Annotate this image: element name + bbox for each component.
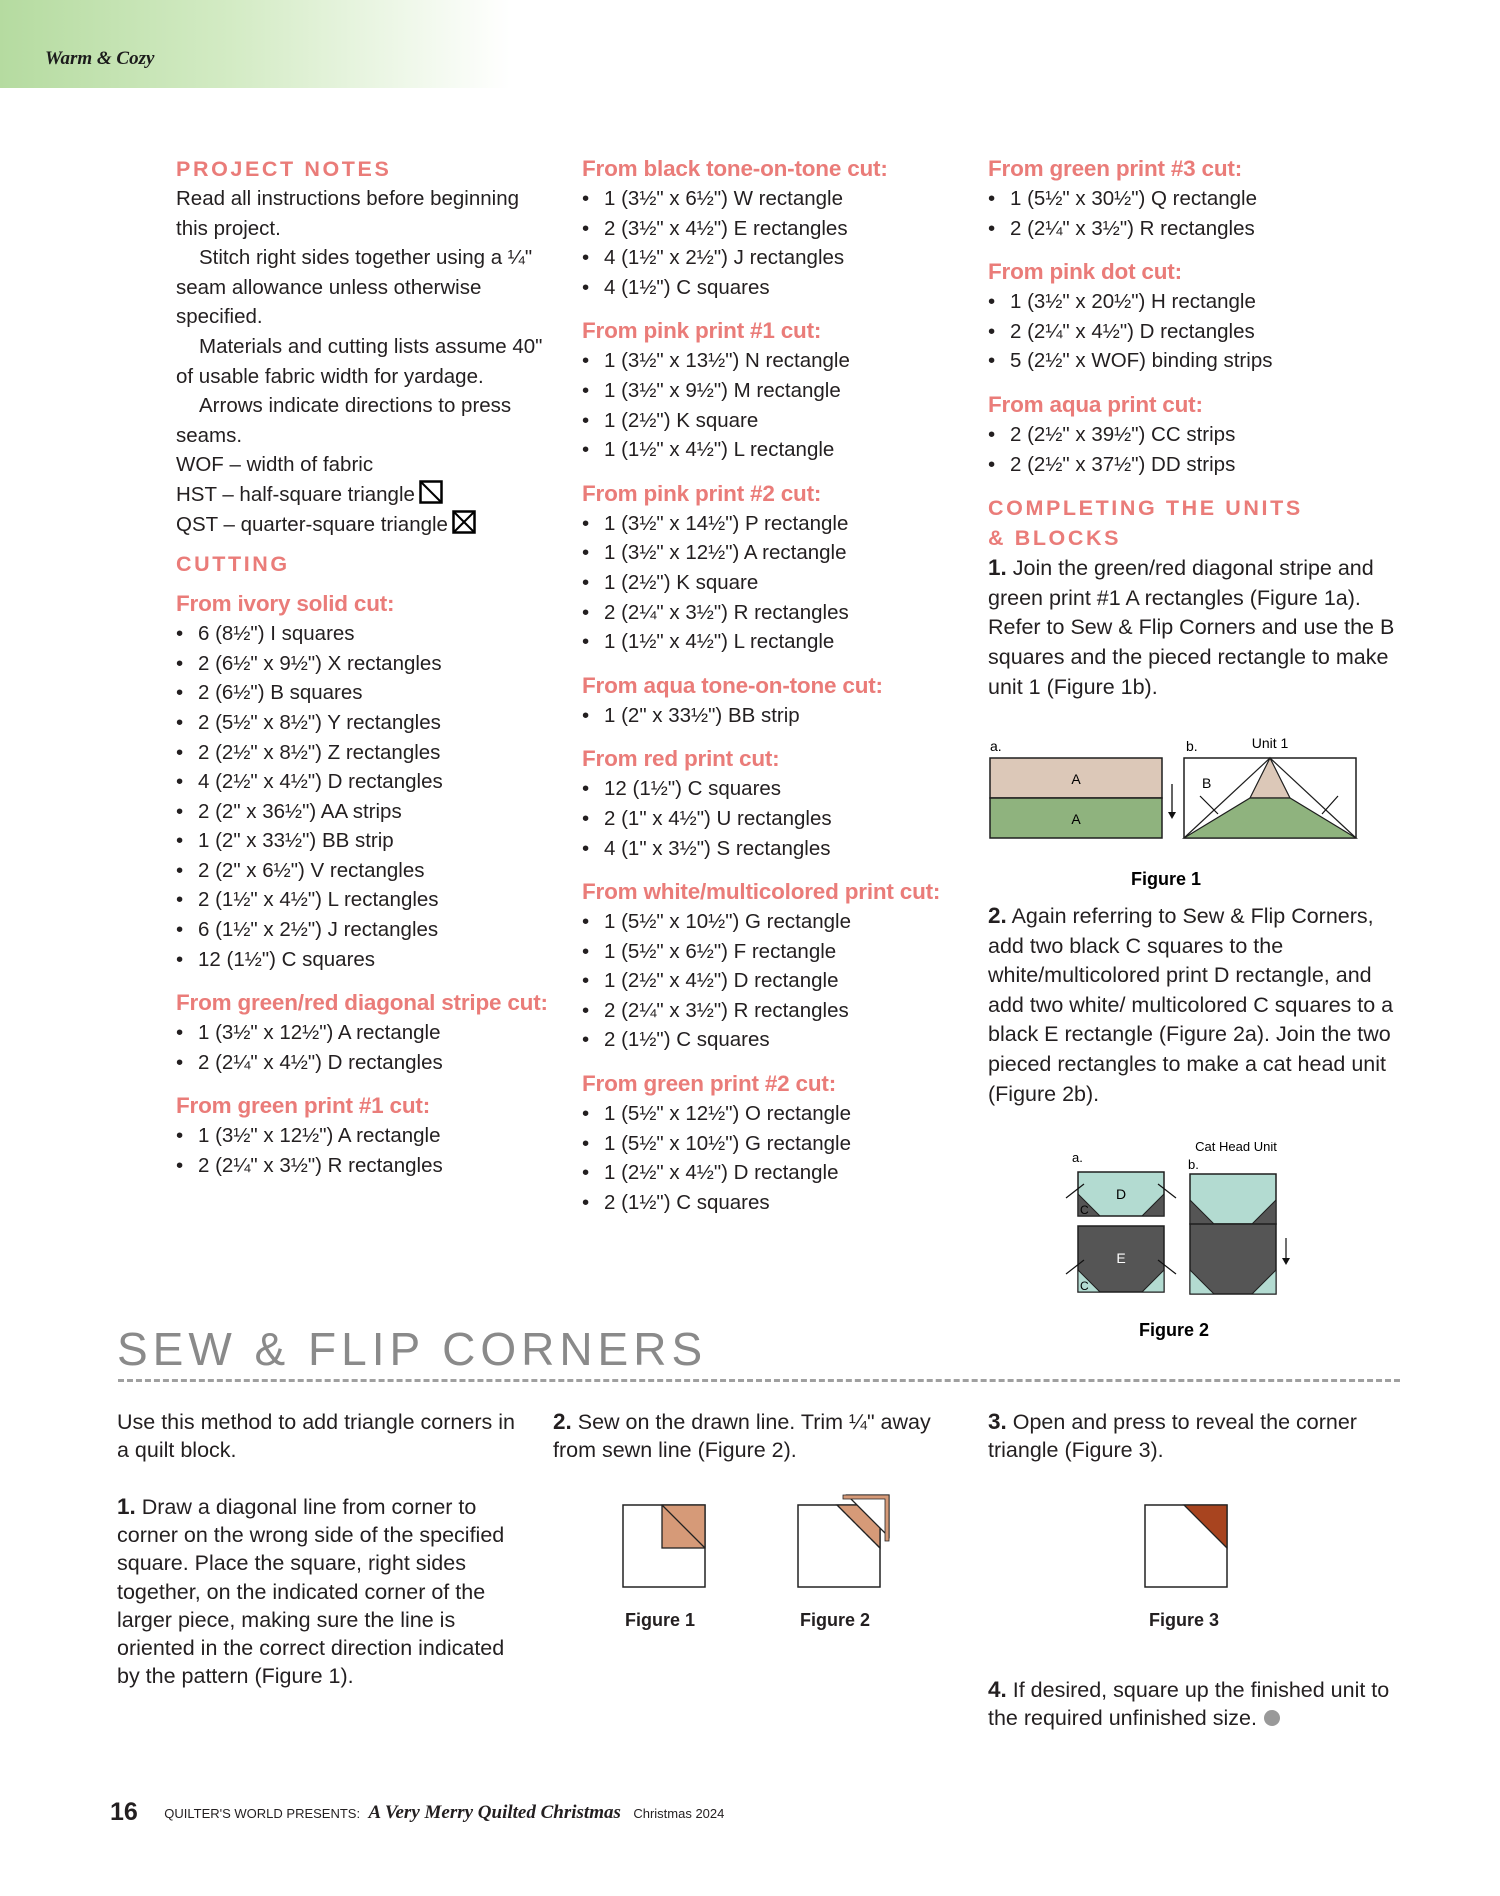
list-item: • 1 (3½" x 12½") A rectangle (176, 1018, 556, 1048)
fig1-label-b: b. (1186, 738, 1198, 754)
list-item: • 2 (6½") B squares (176, 678, 556, 708)
list-item: • 2 (2¼" x 4½") D rectangles (176, 1048, 556, 1078)
list-item: • 1 (2½" x 4½") D rectangle (582, 966, 977, 996)
qst-text: QST – quarter-square triangle (176, 512, 448, 536)
sf-step-1-text: Draw a diagonal line from corner to corner on the wrong side of the specified square. Place the square, right sides together, on the indicated corner of the larger piece, making sure the line is oriented in the correct direction indicated by the pattern (Figure 1). (117, 1495, 505, 1689)
green2-heading: From green print #2 cut: (582, 1071, 836, 1097)
step-1 (988, 553, 1398, 702)
red-heading: From red print cut: (582, 746, 780, 772)
sew-flip-step-1 (117, 1493, 517, 1690)
aqua-tone-heading: From aqua tone-on-tone cut: (582, 672, 883, 698)
project-notes-title: PROJECT NOTES (176, 157, 392, 181)
list-item: • 2 (2¼" x 3½") R rectangles (988, 214, 1398, 244)
step-1-number: 1. (988, 555, 1007, 581)
sf-figure-3-art (1144, 1504, 1230, 1590)
magazine-title: A Very Merry Quilted Christmas (368, 1802, 621, 1823)
sf-step-2-number: 2. (553, 1409, 572, 1434)
fig2-press-arrowhead (1282, 1258, 1290, 1265)
red-list (582, 774, 977, 863)
list-item: • 2 (2¼" x 3½") R rectangles (582, 996, 977, 1026)
white-heading: From white/multicolored print cut: (582, 879, 941, 905)
figure-2 (1060, 1142, 1300, 1342)
ivory-list (176, 619, 556, 974)
list-item: • 1 (2" x 33½") BB strip (176, 826, 556, 856)
sf-figure-2-art (797, 1494, 893, 1590)
note-qst (176, 510, 556, 540)
sew-flip-step-4 (988, 1676, 1408, 1732)
fig2-caption: Figure 2 (1138, 1320, 1210, 1340)
step-2-number: 2. (988, 903, 1007, 928)
column-3 (988, 154, 1398, 702)
list-item: • 2 (2" x 6½") V rectangles (176, 856, 556, 886)
list-item: • 2 (1½" x 4½") L rectangles (176, 885, 556, 915)
note-wof: WOF – width of fabric (176, 453, 374, 477)
list-item: • 1 (3½" x 20½") H rectangle (988, 287, 1398, 317)
footer (110, 1798, 724, 1827)
list-item: • 1 (3½" x 14½") P rectangle (582, 509, 977, 539)
list-item: • 1 (3½" x 9½") M rectangle (582, 376, 977, 406)
list-item: • 1 (3½" x 12½") A rectangle (176, 1121, 556, 1151)
end-mark-icon (1263, 1709, 1281, 1727)
publication-name: QUILTER'S WORLD PRESENTS: (164, 1806, 361, 1821)
list-item: • 2 (5½" x 8½") Y rectangles (176, 708, 556, 738)
sew-flip-divider (118, 1379, 1400, 1382)
sew-flip-step-3 (988, 1408, 1398, 1464)
note-p1: Read all instructions before beginning this project. (176, 187, 520, 240)
page-number: 16 (110, 1798, 138, 1826)
ivory-heading: From ivory solid cut: (176, 591, 395, 617)
sf-step-4-text: If desired, square up the finished unit to the required unfinished size. (988, 1678, 1390, 1731)
list-item: • 1 (5½" x 10½") G rectangle (582, 907, 977, 937)
fig2-unit-title: Cat Head Unit (1195, 1142, 1277, 1154)
list-item: • 5 (2½" x WOF) binding strips (988, 346, 1398, 376)
qst-icon (452, 510, 476, 534)
list-item: • 2 (1" x 4½") U rectangles (582, 804, 977, 834)
fig1-label-a: a. (990, 738, 1002, 754)
step-2 (988, 901, 1398, 1109)
list-item: • 2 (1½") C squares (582, 1025, 977, 1055)
list-item: • 1 (5½" x 6½") F rectangle (582, 937, 977, 967)
fig1-press-arrowhead (1168, 812, 1176, 819)
cutting-title: CUTTING (176, 552, 290, 577)
list-item: • 12 (1½") C squares (582, 774, 977, 804)
sew-flip-step-2 (553, 1408, 973, 1464)
fig2-piece-e-label: E (1116, 1250, 1126, 1266)
fig1-caption: Figure 1 (1130, 869, 1202, 889)
sew-flip-title: SEW & FLIP CORNERS (117, 1323, 708, 1375)
issue-label: Christmas 2024 (633, 1806, 725, 1821)
list-item: • 1 (3½" x 13½") N rectangle (582, 346, 977, 376)
list-item: • 4 (1½") C squares (582, 273, 977, 303)
list-item: • 6 (8½") I squares (176, 619, 556, 649)
list-item: • 2 (3½" x 4½") E rectangles (582, 214, 977, 244)
pink1-heading: From pink print #1 cut: (582, 318, 822, 344)
fig2-piece-d-label: D (1115, 1186, 1127, 1202)
sf-figure-1-caption: Figure 1 (625, 1610, 696, 1630)
hst-text: HST – half-square triangle (176, 482, 415, 506)
black-list (582, 184, 977, 302)
list-item: • 4 (1½" x 2½") J rectangles (582, 243, 977, 273)
note-p3: Materials and cutting lists assume 40" of usable fabric width for yardage. (176, 334, 543, 388)
note-hst (176, 480, 556, 510)
green-red-list (176, 1018, 556, 1077)
pink2-list (582, 509, 977, 657)
aqua-heading: From aqua print cut: (988, 391, 1203, 417)
list-item: • 1 (3½" x 6½") W rectangle (582, 184, 977, 214)
section-tab (0, 0, 510, 88)
pink-dot-heading: From pink dot cut: (988, 259, 1182, 285)
column-2 (582, 154, 977, 1231)
sf-figure-2-caption: Figure 2 (800, 1610, 871, 1630)
green3-list (988, 184, 1398, 243)
black-heading: From black tone-on-tone cut: (582, 156, 888, 181)
list-item: • 1 (2½" x 4½") D rectangle (582, 1158, 977, 1188)
fig2-label-b: b. (1188, 1157, 1199, 1172)
list-item: • 2 (6½" x 9½") X rectangles (176, 649, 556, 679)
aqua-list (988, 420, 1398, 479)
list-item: • 2 (2¼" x 3½") R rectangles (176, 1151, 556, 1181)
list-item: • 4 (2½" x 4½") D rectangles (176, 767, 556, 797)
figure-1 (986, 730, 1366, 900)
list-item: • 2 (1½") C squares (582, 1188, 977, 1218)
fig2-piece-c-label-top: C (1080, 1203, 1089, 1217)
sf-step-4-number: 4. (988, 1677, 1007, 1702)
list-item: • 2 (2½" x 37½") DD strips (988, 450, 1398, 480)
step-1-text: Join the green/red diagonal stripe and green print #1 A rectangles (Figure 1a). Refer to Sew & Flip Corners and use the B squares and the pieced rectangle to make unit 1 (Figure 1b). (988, 556, 1395, 699)
fig1-unit-title: Unit 1 (1251, 735, 1289, 751)
list-item: • 1 (5½" x 30½") Q rectangle (988, 184, 1398, 214)
completing-title: COMPLETING THE UNITS & BLOCKS (988, 496, 1303, 551)
list-item: • 12 (1½") C squares (176, 945, 556, 975)
pink1-list (582, 346, 977, 464)
green1-heading: From green print #1 cut: (176, 1093, 430, 1119)
hst-icon (419, 480, 443, 504)
list-item: • 6 (1½" x 2½") J rectangles (176, 915, 556, 945)
list-item: • 2 (2½" x 8½") Z rectangles (176, 738, 556, 768)
list-item: • 1 (2" x 33½") BB strip (582, 701, 977, 731)
list-item: • 1 (5½" x 10½") G rectangle (582, 1129, 977, 1159)
sf-step-3-text: Open and press to reveal the corner triangle (Figure 3). (988, 1410, 1357, 1463)
list-item: • 2 (2¼" x 4½") D rectangles (988, 317, 1398, 347)
list-item: • 1 (5½" x 12½") O rectangle (582, 1099, 977, 1129)
list-item: • 1 (2½") K square (582, 406, 977, 436)
green1-list (176, 1121, 556, 1180)
sf-step-1-number: 1. (117, 1494, 136, 1519)
sf-step-2-text: Sew on the drawn line. Trim ¼" away from sewn line (Figure 2). (553, 1410, 931, 1463)
list-item: • 2 (2" x 36½") AA strips (176, 797, 556, 827)
fig1-piece-a-label-top: A (1071, 771, 1081, 787)
green3-heading: From green print #3 cut: (988, 156, 1242, 181)
column-1 (176, 154, 556, 1195)
list-item: • 2 (2¼" x 3½") R rectangles (582, 598, 977, 628)
list-item: • 1 (3½" x 12½") A rectangle (582, 538, 977, 568)
step-2-text: Again referring to Sew & Flip Corners, add two black C squares to the white/multicolored print D rectangle, and add two white/ multicolored C squares to a black E rectangle (Figure 2a). Join the two pieced rectangles to make a cat head unit (Figure 2b). (988, 904, 1394, 1106)
green-red-heading: From green/red diagonal stripe cut: (176, 990, 548, 1016)
sf-figure-1-art (622, 1504, 708, 1590)
aqua-tone-list (582, 701, 977, 731)
sew-flip-intro: Use this method to add triangle corners in a quilt block. (117, 1410, 515, 1463)
sf-step-3-number: 3. (988, 1409, 1007, 1434)
list-item: • 4 (1" x 3½") S rectangles (582, 834, 977, 864)
list-item: • 1 (1½" x 4½") L rectangle (582, 627, 977, 657)
fig2-piece-c-label-bottom: C (1080, 1279, 1089, 1293)
note-p4: Arrows indicate directions to press seams. (176, 394, 512, 447)
white-list (582, 907, 977, 1055)
note-p2: Stitch right sides together using a ¼" seam allowance unless otherwise specified. (176, 246, 533, 329)
sf-figure-3-caption: Figure 3 (1149, 1610, 1220, 1630)
fig1-piece-a-label-bottom: A (1071, 811, 1081, 827)
fig2-label-a: a. (1072, 1150, 1083, 1165)
pink-dot-list (988, 287, 1398, 376)
list-item: • 1 (1½" x 4½") L rectangle (582, 435, 977, 465)
green2-list (582, 1099, 977, 1217)
fig1-piece-b-label: B (1202, 775, 1212, 791)
list-item: • 1 (2½") K square (582, 568, 977, 598)
list-item: • 2 (2½" x 39½") CC strips (988, 420, 1398, 450)
pink2-heading: From pink print #2 cut: (582, 480, 822, 506)
section-tab-label: Warm & Cozy (45, 48, 155, 69)
